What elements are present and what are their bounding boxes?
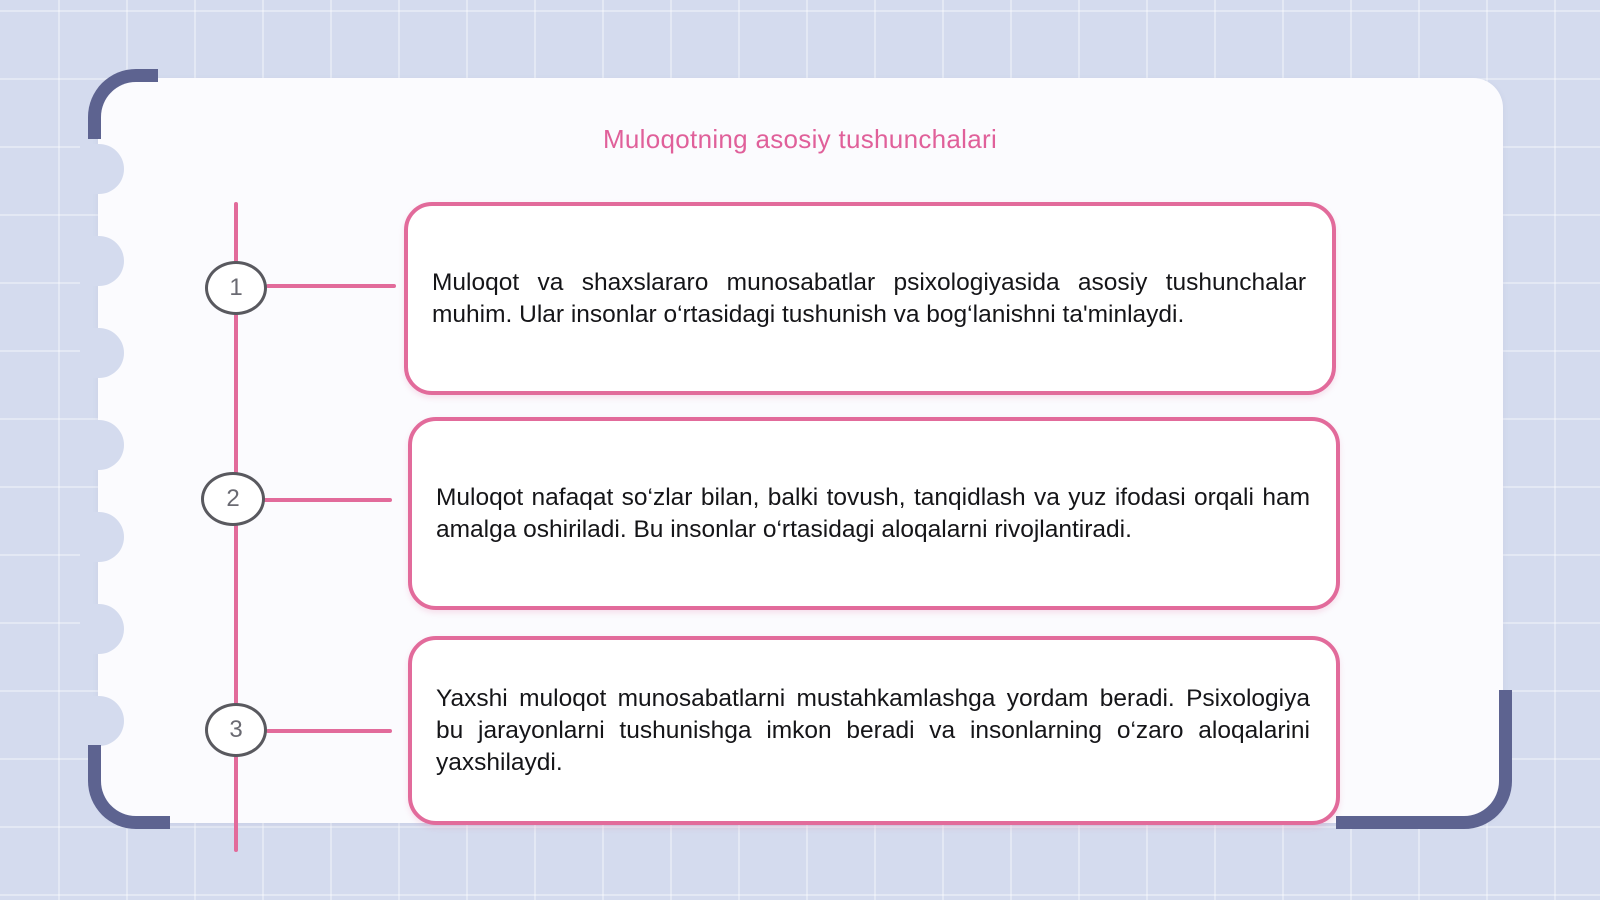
timeline-connector xyxy=(266,729,392,733)
timeline-card-2 xyxy=(408,417,1340,610)
timeline-connector xyxy=(262,498,392,502)
slide-title: Muloqotning asosiy tushunchalari xyxy=(602,124,998,154)
timeline-card-3 xyxy=(408,636,1340,825)
frame-corner-bottom-left xyxy=(88,745,170,829)
timeline-marker-3: 3 xyxy=(205,703,267,757)
card-text: Muloqot nafaqat so‘zlar bilan, balki tovush, tanqidlash va yuz ifodasi orqali ham amalga oshiriladi. Bu insonlar o‘rtasidagi aloqalarni rivojlantiradi. xyxy=(436,483,1310,543)
frame-corner-bottom-right xyxy=(1336,690,1512,829)
card-text: Yaxshi muloqot munosabatlarni mustahkamlashga yordam beradi. Psixologiya bu jarayonlarni tushunishga imkon beradi va insonlarning o‘zaro aloqalarini yaxshilaydi. xyxy=(436,684,1310,776)
timeline-marker-1: 1 xyxy=(205,261,267,315)
timeline-connector xyxy=(266,284,396,288)
card-text: Muloqot va shaxslararo munosabatlar psixologiyasida asosiy tushunchalar muhim. Ular insonlar o‘rtasidagi tushunish va bog‘lanishni ta'minlaydi. xyxy=(432,268,1306,328)
timeline-card-1 xyxy=(404,202,1336,395)
timeline-marker-2: 2 xyxy=(201,472,265,526)
